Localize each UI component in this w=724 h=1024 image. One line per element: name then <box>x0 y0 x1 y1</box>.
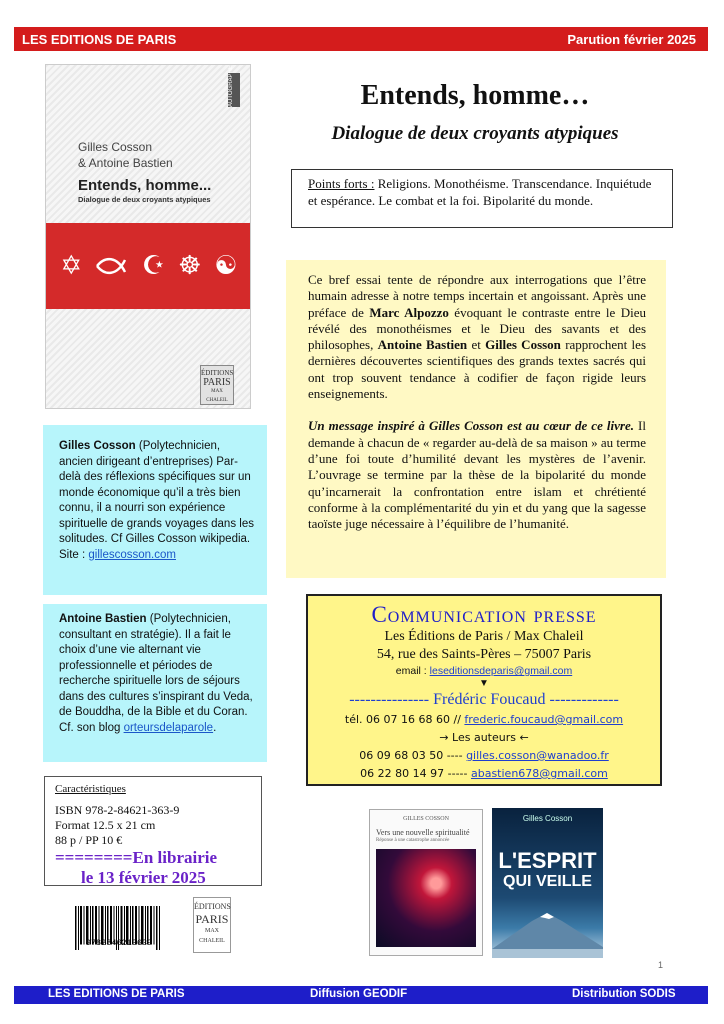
availability-line-1: ========En librairie <box>55 848 218 867</box>
specs-heading: Caractéristiques <box>55 783 126 795</box>
ichthys-icon <box>95 256 129 276</box>
contact-email-link[interactable]: frederic.foucaud@gmail.com <box>464 713 624 726</box>
text: Ce bref essai tente de répondre aux interrogations que l’être humain adresse à notre temps incertain et angoissant. Après une préface de <box>308 272 646 320</box>
related-book-author: GILLES COSSON <box>403 816 449 822</box>
related-book-title: Vers une nouvelle spiritualité <box>376 828 470 837</box>
nebula-image <box>376 849 476 947</box>
cover-author-1: Gilles Cosson <box>78 140 153 154</box>
cover-author-2: & Antoine Bastien <box>78 156 173 170</box>
bio-text: (Polytechnicien, ancien dirigeant d’entreprises) Par-delà des réflexions spécifiques sur un monde économique qu’il a très bien connu, il a nourri son expérience spirituelle de grands voyages dans les solitudes. Cf Gilles Cosson wikipedia. Site : <box>59 440 254 561</box>
press-contact-box <box>306 594 662 786</box>
press-contact-name: --------------- Frédéric Foucaud ------------- <box>349 691 619 708</box>
mountain-image <box>492 899 603 958</box>
related-book-cover-1 <box>369 809 483 956</box>
email-label: email : <box>395 665 430 677</box>
authors-heading: → Les auteurs ← <box>439 731 529 744</box>
preface-author: Marc Alpozzo <box>369 304 449 320</box>
phone-text: 06 22 80 14 97 ----- <box>360 767 471 780</box>
highlight-text: Un message inspiré à Gilles Cosson est au cœur de ce livre. <box>308 418 634 434</box>
author-email-link[interactable]: gilles.cosson@wanadoo.fr <box>466 749 609 762</box>
logo-line: PARIS <box>195 912 229 926</box>
author-bio-cosson <box>43 425 267 595</box>
text: et <box>467 337 486 353</box>
phone-text: tél. 06 07 16 68 60 // <box>344 713 465 726</box>
related-book-author: Gilles Cosson <box>522 814 573 823</box>
press-publisher: Les Éditions de Paris / Max Chaleil <box>384 629 584 644</box>
footer-distribution: Distribution SODIS <box>572 988 676 1000</box>
isbn: ISBN 978-2-84621-363-9 <box>55 803 180 817</box>
crescent-icon: ☪ <box>141 251 166 281</box>
summary-paragraph-2 <box>308 418 646 532</box>
bio-name: Antoine Bastien <box>59 613 147 625</box>
text: évoquant le contraste entre le Dieu révélé des monothéismes et le Dieu des savants et des philosophes, <box>308 304 646 353</box>
down-arrow-icon: ▼ <box>479 678 489 689</box>
logo-line: MAX CHALEIL <box>199 928 225 944</box>
religious-symbols-band <box>46 223 251 309</box>
text: Il demande à chacun de « regarder au-delà de sa maison » au terme d’une foi toute d’humilité devant les mystères de l’avenir. L’ouvrage se termine par la thèse de la bipolarité du monde qu’incarnerait la confrontation entre islam et chrétienté conforme à la complémentarité du yin et du yang que la sagesse taoïste juge nécessaire à l’équilibre de l’humanité. <box>308 418 646 532</box>
key-points-label: Points forts : <box>308 176 375 191</box>
bio-name: Gilles Cosson <box>59 440 136 452</box>
press-title: Communication presse <box>371 602 597 627</box>
summary-box <box>286 260 666 578</box>
publisher-name: LES EDITIONS DE PARIS <box>22 31 177 47</box>
blog-link[interactable]: orteursdelaparole <box>123 721 214 734</box>
cover-title: Entends, homme... <box>78 177 212 194</box>
footer-bar <box>14 986 708 1004</box>
specifications-box <box>44 776 262 886</box>
footer-publisher: LES EDITIONS DE PARIS <box>48 988 185 1000</box>
phone-text: 06 09 68 03 50 ---- <box>359 749 467 762</box>
key-points-box <box>291 169 673 228</box>
author-contact-1 <box>308 747 660 765</box>
publisher-logo-small <box>193 897 231 953</box>
publisher-logo <box>200 365 234 405</box>
header-bar <box>14 27 708 51</box>
book-cover <box>45 64 251 409</box>
website-link[interactable]: gillescosson.com <box>88 548 176 561</box>
star-of-david-icon: ✡ <box>60 251 83 281</box>
pages-price: 88 p / PP 10 € <box>55 833 123 847</box>
dharma-wheel-icon: ☸ <box>178 251 202 281</box>
related-book-title-2: QUI VEILLE <box>503 873 592 890</box>
author-bio-bastien <box>43 604 267 762</box>
author-contact-2 <box>308 765 660 783</box>
related-book-subtitle: Réponse à une catastrophe annoncée <box>376 838 450 843</box>
collection-label: AUTOGRAPHE <box>228 73 240 107</box>
key-points-text: Religions. Monothéisme. Transcendance. Inquiétude et espérance. Le combat et la foi. Bipolarité du monde. <box>308 176 652 208</box>
publisher-email-link[interactable]: leseditionsdeparis@gmail.com <box>429 665 573 677</box>
bio-text: (Polytechnicien, consultant en stratégie). Il a fait le choix d’une vie alternant vie professionnelle et périodes de recherche spirituelle lors de séjours dans des cultures s’inspirant du Veda, de Bouddha, de la Bible et du Coran. Cf. son blog <box>59 613 253 734</box>
cover-subtitle: Dialogue de deux croyants atypiques <box>78 195 211 204</box>
text: rapprochent les dernières découvertes scientifiques des grands textes sacrés qui ont trop souvent tendance à codifier de façon rigide leurs enseignements. <box>308 337 647 402</box>
author-name: Gilles Cosson <box>485 337 561 353</box>
barcode-number: 9782846213639 <box>85 938 153 948</box>
format: Format 12.5 x 21 cm <box>55 818 156 832</box>
logo-line: ÉDITIONS <box>194 902 231 911</box>
related-book-title-1: L'ESPRIT <box>498 848 597 873</box>
author-email-link[interactable]: abastien678@gmail.com <box>470 767 608 780</box>
page-number: 1 <box>658 960 664 970</box>
related-book-cover-2 <box>492 808 603 958</box>
book-title: Entends, homme… <box>360 80 590 111</box>
cover-authors <box>78 139 173 171</box>
availability-line-2: le 13 février 2025 <box>81 868 206 887</box>
yin-yang-icon: ☯ <box>214 251 238 281</box>
bio-text: . <box>213 721 217 734</box>
press-address: 54, rue des Saints-Pères – 75007 Paris <box>376 647 592 662</box>
footer-diffusion: Diffusion GEODIF <box>310 988 408 1000</box>
logo-line: MAX CHALEIL <box>206 389 228 403</box>
logo-line: ÉDITIONS <box>201 369 234 377</box>
press-phone-line <box>308 711 660 729</box>
book-subtitle: Dialogue de deux croyants atypiques <box>331 123 619 144</box>
logo-line: PARIS <box>203 377 231 388</box>
author-name: Antoine Bastien <box>377 337 468 353</box>
release-date: Parution février 2025 <box>567 31 696 47</box>
summary-paragraph-1 <box>308 272 646 402</box>
press-email-line <box>308 664 660 678</box>
